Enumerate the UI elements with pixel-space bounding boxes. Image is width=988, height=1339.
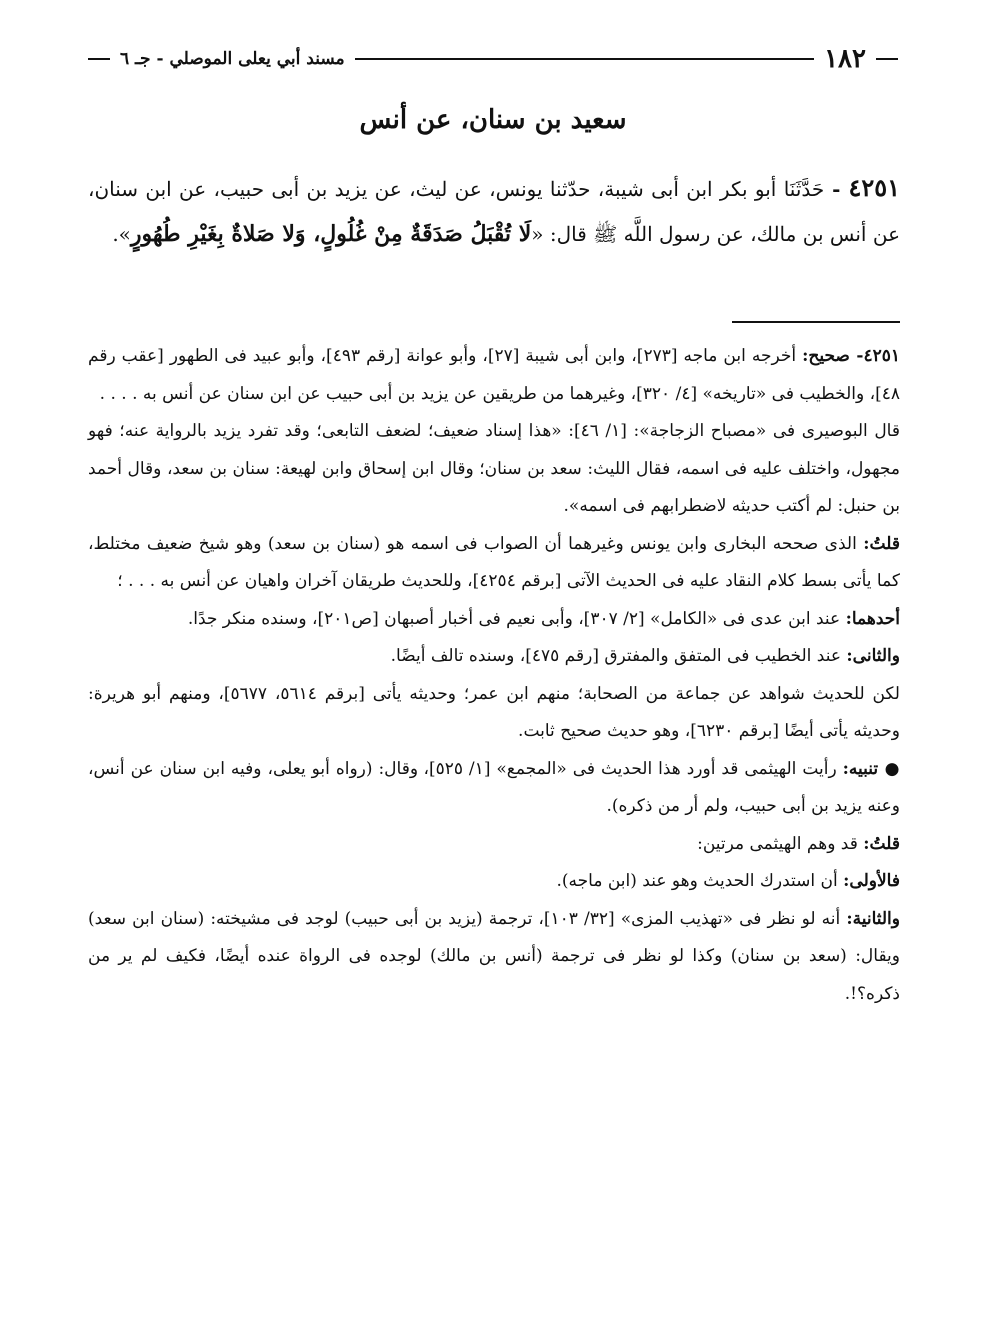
note-text: أنه لو نظر فى «تهذيب المزى» [٣٢/ ١٠٣]، ترجمة (يزيد بن أبى حبيب) لوجد فى مشيخته: (سنان ابن سعد) ويقال: (سعد بن سنان) وكذا لو نظر فى ترجمة (أنس بن مالك) لوجده فى الرواة عنده أيضًا، فكيف لم ير من ذكره؟!. (88, 908, 900, 1004)
note-text: أخرجه ابن ماجه [٢٧٣]، وابن أبى شيبة [٢٧]، وأبو عوانة [رقم ٤٩٣]، وأبو عبيد فى الطهور [عقب رقم ٤٨]، والخطيب فى «تاريخه» [٤/ ٣٢٠]، وغيرهما من طريقين عن يزيد بن أبى حبيب عن ابن سنان عن أنس به . . . . (88, 346, 900, 404)
chapter-title: سعيد بن سنان، عن أنس (359, 105, 627, 135)
header-rule-left (88, 58, 110, 60)
note-paragraph (88, 751, 900, 826)
footnotes (88, 338, 900, 1013)
footnote-divider (732, 321, 900, 323)
note-text: قال البوصيرى فى «مصباح الزجاجة»: [١/ ٤٦]: «هذا إسناد ضعيف؛ لضعف التابعى؛ وقد تفرد يزيد بالرواية عنه؛ فهو مجهول، واختلف عليه فى اسمه، فقال الليث: سعد بن سنان؛ وقال ابن إسحاق وابن لهيعة: سنان بن سعد، وقال أحمد بن حنبل: لم أكتب حديثه لاضطرابهم فى اسمه». (88, 421, 900, 516)
note-lead: قلتُ: (863, 533, 900, 554)
note-paragraph (88, 863, 900, 901)
note-paragraph (88, 638, 900, 676)
hadith-text (88, 165, 900, 257)
page-header (88, 38, 898, 80)
note-paragraph (88, 601, 900, 639)
note-paragraph (88, 676, 900, 751)
note-paragraph (88, 826, 900, 864)
page-number: ١٨٢ (824, 44, 866, 74)
note-lead: والثانى: (846, 646, 900, 666)
note-lead: ٤٢٥١- صحيح: (802, 346, 900, 366)
note-paragraph (88, 526, 900, 601)
note-text: عند الخطيب فى المتفق والمفترق [رقم ٤٧٥]، وسنده تالف أيضًا. (390, 646, 847, 666)
note-lead: قلتُ: (863, 833, 900, 854)
note-text: الذى صححه البخارى وابن يونس وغيرهما أن الصواب فى اسمه هو (سنان بن سعد) وهو شيخ ضعيف مختلط، كما يأتى بسط كلام النقاد عليه فى الحديث الآتى [برقم ٤٢٥٤]، وللحديث طريقان آخران واهيان عن أنس به . . . ؛ (88, 533, 900, 591)
note-paragraph (88, 413, 900, 526)
note-text: لكن للحديث شواهد عن جماعة من الصحابة؛ منهم ابن عمر؛ وحديثه يأتى [برقم ٥٦١٤، ٥٦٧٧]، ومنهم أبو هريرة: وحديثه يأتى أيضًا [برقم ٦٢٣٠]، وهو حديث صحيح ثابت. (88, 683, 900, 741)
hadith-isnad: حَدَّثَنَا أبو بكر ابن أبى شيبة، حدّثنا يونس، عن ليث، عن يزيد بن أبى حبيب، عن ابن سنان، عن أنس بن مالك، عن رسول اللَّه ﷺ قال: « (88, 177, 900, 246)
note-paragraph (88, 901, 900, 1014)
note-text: رأيت الهيثمى قد أورد هذا الحديث فى «المجمع» [١/ ٥٢٥]، وقال: (رواه أبو يعلى، وفيه ابن سنان عن أنس، وعنه يزيد بن أبى حبيب، ولم أر من ذكره). (88, 758, 900, 816)
note-text: أن استدرك الحديث وهو عند (ابن ماجه). (556, 871, 844, 891)
note-text: عند ابن عدى فى «الكامل» [٢/ ٣٠٧]، وأبى نعيم فى أخبار أصبهان [ص٢٠١]، وسنده منكر جدًا. (187, 608, 846, 629)
note-lead: والثانية: (846, 908, 900, 929)
note-lead: ● تنبيه: (842, 758, 900, 779)
header-rule-right (876, 58, 898, 60)
hadith-closing: ». (112, 222, 131, 246)
note-lead: فالأولى: (843, 871, 900, 891)
header-rule-middle (355, 58, 814, 60)
note-lead: أحدهما: (845, 608, 900, 629)
hadith-matn: لَا تُقْبَلُ صَدَقَةٌ مِنْ غُلُولٍ، وَلا صَلاةٌ بِغَيْرِ طُهُورٍ (130, 221, 532, 247)
running-title: مسند أبي يعلى الموصلي - جـ ٦ (120, 49, 345, 69)
hadith-number: ٤٢٥١ (848, 173, 900, 202)
note-text: قد وهم الهيثمى مرتين: (697, 833, 864, 854)
hadith-dash: - (824, 177, 849, 201)
note-paragraph (88, 338, 900, 413)
